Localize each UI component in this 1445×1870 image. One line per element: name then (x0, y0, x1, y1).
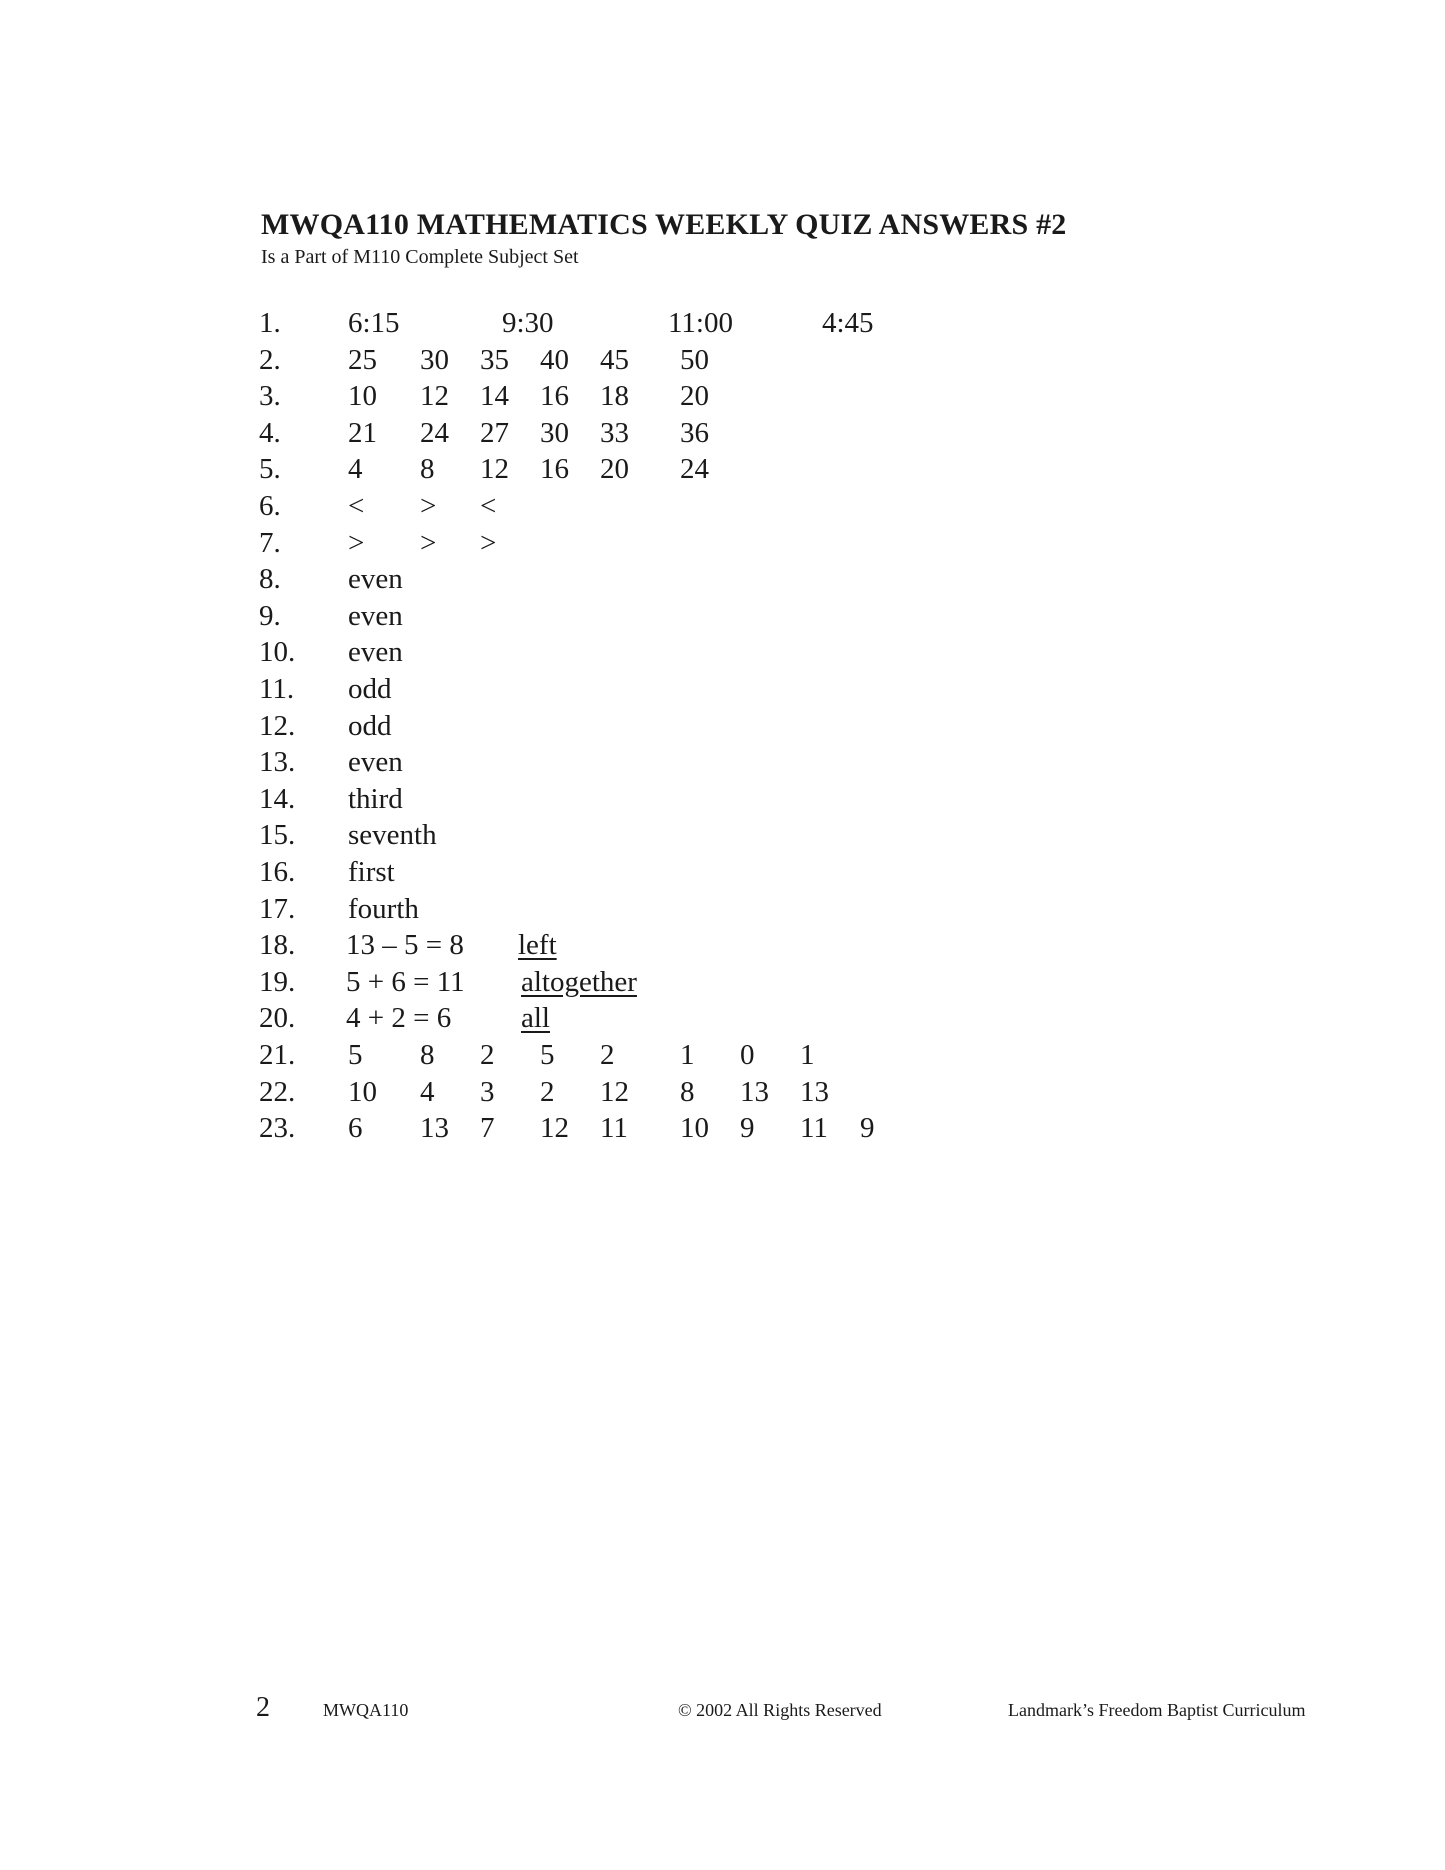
answer-value: 12 (540, 1112, 569, 1145)
answer-value: 3 (480, 1075, 495, 1108)
answer-value: 6:15 (348, 307, 400, 339)
answer-row (0, 1037, 1445, 1073)
answer-number: 14. (259, 782, 296, 815)
answer-value: 30 (420, 343, 449, 376)
answer-value: 30 (540, 416, 569, 449)
answer-value: > (348, 526, 365, 559)
answer-value: 16 (540, 453, 569, 486)
answer-value: 12 (420, 380, 449, 413)
answer-row (0, 964, 1445, 1000)
answer-row (0, 854, 1445, 890)
answer-value: 18 (600, 380, 629, 413)
answer-value: < (348, 490, 365, 522)
answer-value: < (480, 490, 497, 522)
answer-number: 8. (259, 563, 281, 596)
answer-value: even (348, 636, 403, 669)
answer-value: 40 (540, 343, 569, 376)
answer-value: 24 (680, 453, 709, 486)
answer-number: 3. (259, 380, 281, 413)
answer-value: 1 (800, 1039, 815, 1071)
answer-value: 11 (800, 1112, 828, 1145)
answer-value: first (348, 856, 395, 888)
answer-value: 9 (860, 1112, 875, 1145)
answer-number: 17. (259, 892, 296, 925)
answer-value: 5 (348, 1039, 363, 1071)
answer-number: 5. (259, 453, 281, 486)
answer-row (0, 634, 1445, 670)
answer-number: 10. (259, 636, 296, 669)
answer-number: 1. (259, 307, 281, 339)
answer-value: odd (348, 709, 392, 742)
answer-value: 8 (420, 1039, 435, 1071)
answer-value: fourth (348, 892, 419, 925)
answer-row (0, 561, 1445, 597)
answer-number: 23. (259, 1112, 296, 1145)
answer-value: > (420, 490, 437, 522)
answer-value: 45 (600, 343, 629, 376)
answer-value: 33 (600, 416, 629, 449)
answer-number: 21. (259, 1039, 296, 1071)
answer-value: 36 (680, 416, 709, 449)
answer-value: 4 (420, 1075, 435, 1108)
answer-value: 8 (680, 1075, 695, 1108)
answer-row (0, 927, 1445, 963)
answer-number: 12. (259, 709, 296, 742)
answer-value: 20 (680, 380, 709, 413)
answer-value: 9:30 (502, 307, 554, 339)
answer-value: even (348, 599, 403, 632)
answer-value: 13 (800, 1075, 829, 1108)
answer-value: 12 (480, 453, 509, 486)
page-subtitle: Is a Part of M110 Complete Subject Set (261, 246, 579, 268)
answer-value: 8 (420, 453, 435, 486)
answer-number: 6. (259, 490, 281, 522)
footer-publisher: Landmark’s Freedom Baptist Curriculum (1008, 1700, 1306, 1720)
page-title: MWQA110 MATHEMATICS WEEKLY QUIZ ANSWERS #2 (261, 208, 1067, 241)
answer-number: 4. (259, 416, 281, 449)
answer-value: 0 (740, 1039, 755, 1071)
answer-number: 13. (259, 746, 296, 779)
answer-row (0, 1000, 1445, 1036)
answer-value: 10 (348, 380, 377, 413)
answer-row (0, 817, 1445, 853)
footer-copyright: © 2002 All Rights Reserved (678, 1700, 882, 1720)
answer-value: > (420, 526, 437, 559)
answer-number: 9. (259, 599, 281, 632)
answer-value: 11 (600, 1112, 628, 1145)
answer-value: third (348, 782, 403, 815)
answer-number: 11. (259, 673, 295, 705)
answer-row (0, 342, 1445, 378)
answer-value: 4:45 (822, 307, 874, 339)
answer-value: even (348, 563, 403, 596)
answer-value: all (521, 1002, 550, 1035)
answer-row (0, 1074, 1445, 1110)
answer-value: 13 (420, 1112, 449, 1145)
answer-value: 9 (740, 1112, 755, 1145)
page-number: 2 (256, 1692, 270, 1723)
answer-number: 22. (259, 1075, 296, 1108)
answer-value: 16 (540, 380, 569, 413)
answer-row (0, 525, 1445, 561)
answer-value: 5 (540, 1039, 555, 1071)
answer-number: 19. (259, 965, 296, 998)
answer-value: 21 (348, 416, 377, 449)
answer-value: 11:00 (668, 307, 733, 339)
answer-row (0, 598, 1445, 634)
answer-value: 2 (600, 1039, 615, 1071)
answer-row (0, 415, 1445, 451)
answer-value: 4 (348, 453, 363, 486)
answer-value: 25 (348, 343, 377, 376)
answer-value: > (480, 526, 497, 559)
answer-value: 10 (348, 1075, 377, 1108)
answer-row (0, 781, 1445, 817)
answer-value: 13 (740, 1075, 769, 1108)
answer-number: 2. (259, 343, 281, 376)
page-footer (0, 1692, 1445, 1730)
answer-value: 7 (480, 1112, 495, 1145)
answer-row (0, 891, 1445, 927)
answer-value: left (518, 929, 557, 962)
answer-value: odd (348, 673, 392, 705)
answer-value: 1 (680, 1039, 695, 1071)
answer-value: even (348, 746, 403, 779)
answer-value: 4 + 2 = 6 (346, 1002, 452, 1035)
answer-number: 15. (259, 819, 296, 852)
answer-value: seventh (348, 819, 437, 852)
answer-value: 6 (348, 1112, 363, 1145)
answer-row (0, 744, 1445, 780)
answer-value: 27 (480, 416, 509, 449)
answer-value: 20 (600, 453, 629, 486)
answer-value: 50 (680, 343, 709, 376)
answer-value: altogether (521, 965, 637, 998)
answer-value: 24 (420, 416, 449, 449)
answer-value: 2 (540, 1075, 555, 1108)
answer-value: 2 (480, 1039, 495, 1071)
answer-number: 16. (259, 856, 296, 888)
answer-value: 14 (480, 380, 509, 413)
answer-row (0, 1110, 1445, 1146)
answer-value: 10 (680, 1112, 709, 1145)
answer-row (0, 305, 1445, 341)
answer-row (0, 451, 1445, 487)
answer-row (0, 488, 1445, 524)
answer-row (0, 671, 1445, 707)
answer-number: 18. (259, 929, 296, 962)
answer-value: 13 – 5 = 8 (346, 929, 464, 962)
answer-row (0, 708, 1445, 744)
answer-row (0, 378, 1445, 414)
answer-number: 20. (259, 1002, 296, 1035)
answer-value: 35 (480, 343, 509, 376)
footer-code: MWQA110 (323, 1700, 409, 1720)
answer-value: 5 + 6 = 11 (346, 965, 465, 998)
answer-value: 12 (600, 1075, 629, 1108)
answer-number: 7. (259, 526, 281, 559)
